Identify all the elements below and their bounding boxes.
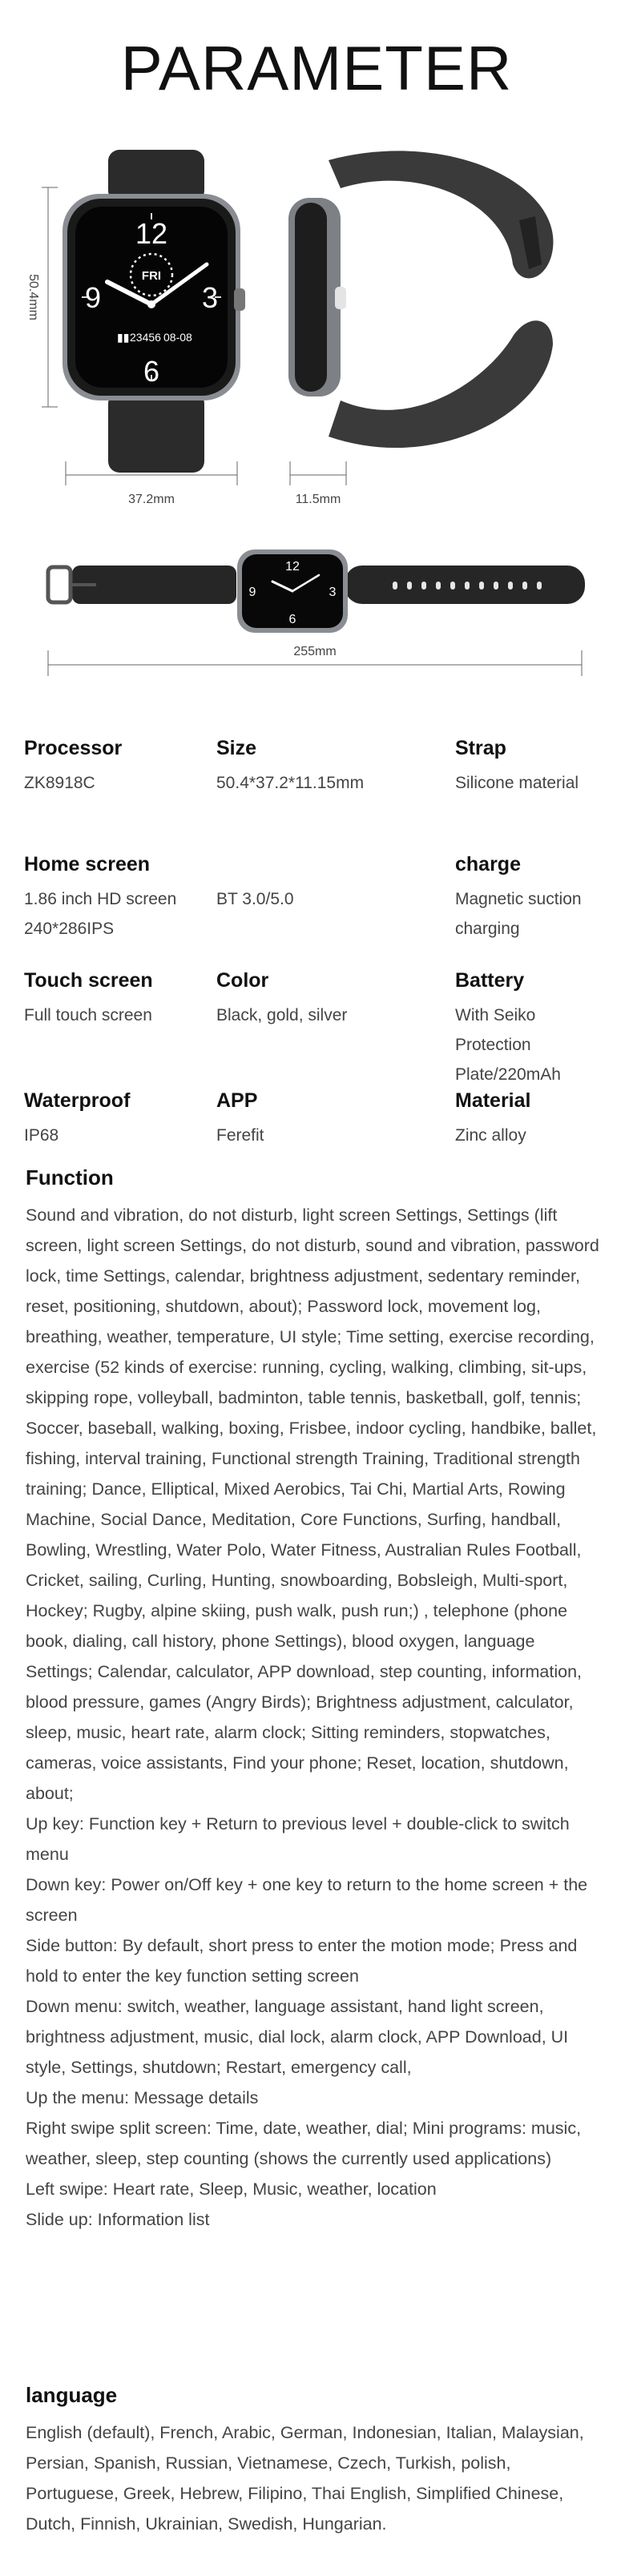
length-label: 255mm [293, 645, 337, 658]
spec-label [216, 853, 449, 876]
function-section [26, 1165, 607, 2235]
spec-value: Full touch screen [24, 1006, 152, 1024]
function-paragraph: Slide up: Information list [26, 2210, 210, 2229]
spec-app [216, 1089, 449, 1150]
steps-icon: ▮▮ [117, 331, 130, 344]
spec-home-screen [24, 853, 208, 944]
spec-label: APP [216, 1089, 258, 1112]
width-label: 37.2mm [128, 493, 175, 506]
function-paragraph: Down menu: switch, weather, language assistant, hand light screen, brightness adjustment, music, dial lock, alarm clock, APP Download, UI style, Settings, shutdown; Restart, emergency call, [26, 1997, 569, 2077]
spec-waterproof [24, 1089, 208, 1150]
watch-number-12: 12 [135, 217, 168, 250]
watch-day: FRI [141, 269, 162, 283]
spec-bluetooth [216, 853, 449, 914]
watch-side-button [335, 287, 346, 309]
spec-value: Ferefit [216, 1126, 264, 1145]
spec-label: Size [216, 737, 257, 759]
svg-text:9: 9 [248, 586, 256, 599]
function-paragraph: Left swipe: Heart rate, Sleep, Music, weather, location [26, 2180, 437, 2199]
spec-value: Zinc alloy [455, 1126, 526, 1145]
spec-label: Color [216, 969, 269, 992]
thickness-dimension [290, 461, 346, 485]
function-paragraph: Sound and vibration, do not disturb, light screen Settings, Settings (lift screen, light screen Settings, do not disturb, sound and vibration, password lock, time Settings, calendar, brightness adjustment, sedentary reminder, reset, positioning, shutdown, about); Password lock, movement log, breathing, weather, temperature, UI style; Time setting, exercise recording, exercise (52 kinds of exercise: running, cycling, walking, climbing, sit-ups, skipping rope, volleyball, badminton, table tennis, basketball, golf, tennis; Soccer, baseball, walking, boxing, Frisbee, indoor cycling, handbike, ballet, fishing, interval training, Functional strength Training, Traditional strength training; Dance, Elliptical, Mixed Aerobics, Tai Chi, Martial Arts, Rowing Machine, Social Dance, Meditation, Core Functions, Surfing, handball, Bowling, Wrestling, Water Polo, Water Fitness, Australian Rules Football, Cricket, sailing, Curling, Hunting, snowboarding, Bobsleigh, Multi-sport, Hockey; Rugby, alpine skiing, push walk, push run;) , telephone (phone book, dialing, call history, phone Settings), blood oxygen, language Settings; Calendar, calculator, APP download, step counting, information, blood pressure, games (Angry Birds); Brightness adjustment, calculator, sleep, music, heart rate, alarm clock; Sitting reminders, stopwatches, cameras, voice assistants, Find your phone; Reset, location, shutdown, about; [26, 1205, 599, 1803]
language-heading: language [26, 2383, 118, 2407]
function-paragraph: Up key: Function key + Return to previous level + double-click to switch menu [26, 1814, 570, 1864]
spec-value: 1.86 inch HD screen 240*286IPS [24, 890, 177, 938]
spec-label: Material [455, 1089, 531, 1112]
product-dimension-figure [0, 0, 633, 721]
strap-buckle [48, 567, 71, 602]
spec-strap [455, 737, 615, 798]
function-paragraph: Up the menu: Message details [26, 2088, 259, 2107]
watch-front-view [62, 150, 245, 473]
watch-strap-bottom [108, 392, 204, 473]
watch-crown [234, 288, 245, 311]
spec-label: Processor [24, 737, 123, 759]
spec-size [216, 737, 449, 798]
spec-processor [24, 737, 208, 798]
spec-charge [455, 853, 615, 944]
spec-battery [455, 969, 599, 1089]
spec-label: Home screen [24, 853, 151, 875]
spec-touch-screen [24, 969, 208, 1030]
function-heading: Function [26, 1165, 114, 1189]
height-label: 50.4mm [26, 274, 40, 320]
spec-value: Magnetic suction charging [455, 890, 582, 938]
spec-value: BT 3.0/5.0 [216, 890, 294, 908]
spec-material [455, 1089, 615, 1150]
spec-value: Black, gold, silver [216, 1006, 348, 1024]
height-dimension [42, 187, 58, 407]
spec-label: Battery [455, 969, 525, 992]
page-title: PARAMETER [120, 33, 513, 103]
thickness-label: 11.5mm [295, 493, 341, 506]
spec-value: ZK8918C [24, 774, 95, 792]
spec-label: Waterproof [24, 1089, 131, 1112]
spec-label: charge [455, 853, 521, 875]
svg-text:6: 6 [288, 613, 296, 626]
spec-value: With Seiko Protection Plate/220mAh [455, 1006, 561, 1084]
function-text [26, 1200, 607, 2235]
language-section [26, 2383, 607, 2539]
function-paragraph: Down key: Power on/Off key + one key to return to the home screen + the screen [26, 1875, 588, 1925]
function-paragraph: Right swipe split screen: Time, date, weather, dial; Mini programs: music, weather, sleep, step counting (shows the currently used applications) [26, 2119, 582, 2168]
watch-number-9: 9 [84, 281, 102, 314]
svg-text:3: 3 [329, 586, 337, 599]
watch-full-strap-view [48, 549, 585, 633]
spec-value: Silicone material [455, 774, 579, 792]
spec-color [216, 969, 449, 1030]
spec-value: IP68 [24, 1126, 59, 1145]
watch-date: 08-08 [163, 331, 192, 344]
svg-text:12: 12 [285, 560, 300, 574]
spec-label: Touch screen [24, 969, 153, 992]
watch-side-view [288, 151, 554, 448]
watch-number-3: 3 [201, 281, 219, 314]
language-text: English (default), French, Arabic, German, Indonesian, Italian, Malaysian, Persian, Spanish, Russian, Vietnamese, Czech, Turkish, polish, Portuguese, Greek, Hebrew, Filipino, Thai English, Simplified Chinese, Dutch, Finnish, Ukrainian, Swedish, Hungarian. [26, 2423, 584, 2534]
watch-number-6: 6 [143, 355, 160, 388]
spec-label: Strap [455, 737, 506, 759]
spec-value: 50.4*37.2*11.15mm [216, 774, 365, 792]
watch-steps: 23456 [130, 331, 161, 344]
function-paragraph: Side button: By default, short press to enter the motion mode; Press and hold to enter the key function setting screen [26, 1936, 578, 1986]
